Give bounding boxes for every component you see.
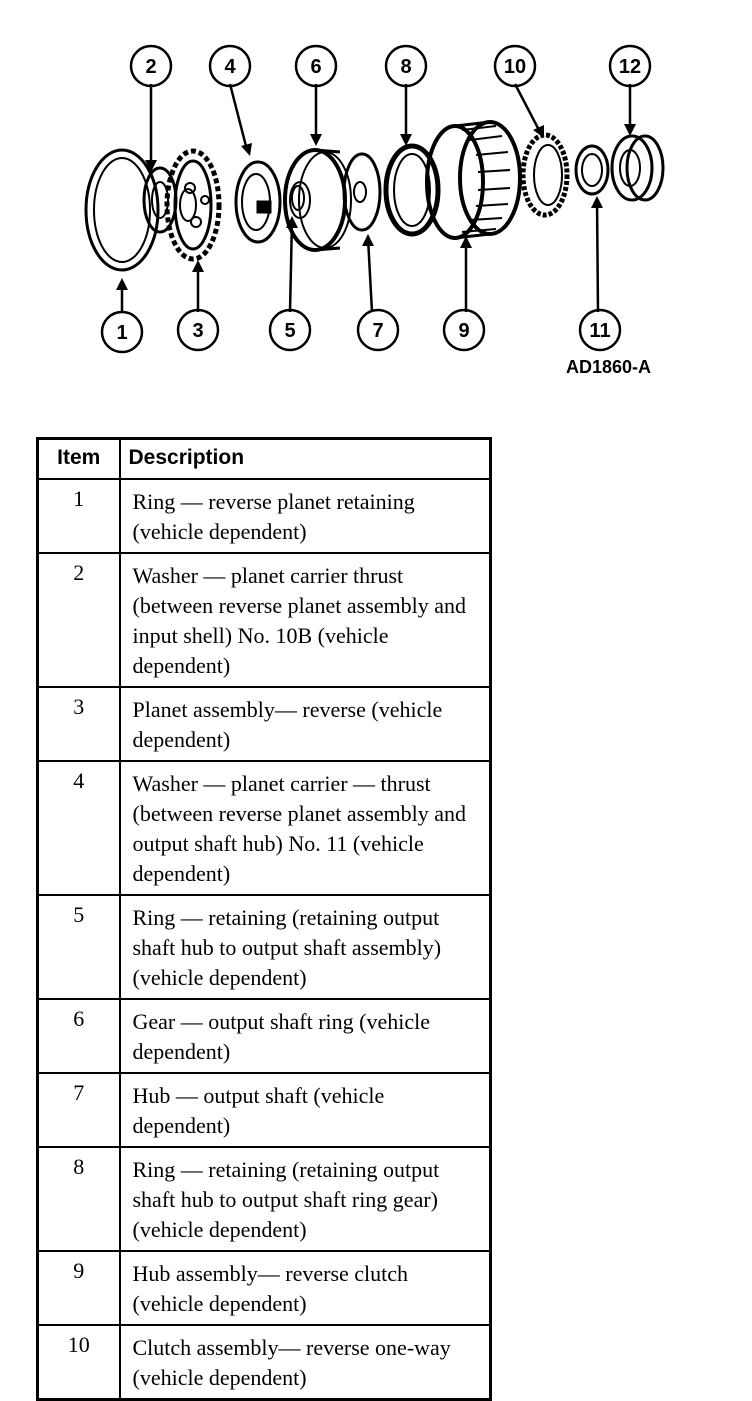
- item-description: Ring — retaining (retaining output shaft hub to output shaft ring gear) (vehicle dependent): [120, 1147, 491, 1251]
- callout-5: 5: [284, 320, 296, 342]
- part-12-bearing: [612, 136, 663, 200]
- item-description: Washer — planet carrier thrust (between reverse planet assembly and input shell) No. 10B (vehicle dependent): [120, 553, 491, 687]
- item-number: 10: [38, 1325, 120, 1400]
- item-number: 1: [38, 479, 120, 553]
- part-4-thrust-washer: [236, 162, 280, 242]
- table-row: [38, 1147, 491, 1251]
- figure-id-label: AD1860-A: [566, 357, 652, 377]
- part-5-retaining-ring: [292, 186, 304, 210]
- callout-4: 4: [224, 56, 236, 78]
- table-row: [38, 1073, 491, 1147]
- part-7-output-shaft-hub: [344, 154, 380, 230]
- header-description: Description: [120, 439, 491, 479]
- item-description: Clutch assembly— reverse one-way (vehicle dependent): [120, 1325, 491, 1400]
- callout-11: 11: [589, 320, 611, 342]
- exploded-view-figure: [0, 0, 752, 400]
- item-number: 5: [38, 895, 120, 999]
- leader-lines: [122, 84, 630, 312]
- parts-table: [36, 437, 492, 1401]
- callout-6: 6: [310, 56, 322, 78]
- item-description: Ring — retaining (retaining output shaft hub to output shaft assembly) (vehicle dependent): [120, 895, 491, 999]
- part-10-one-way-clutch: [523, 135, 567, 215]
- table-row: [38, 761, 491, 895]
- callout-circles: [102, 46, 650, 352]
- callout-3: 3: [192, 320, 204, 342]
- item-description: Ring — reverse planet retaining (vehicle dependent): [120, 479, 491, 553]
- item-description: Planet assembly— reverse (vehicle dependent): [120, 687, 491, 761]
- item-number: 4: [38, 761, 120, 895]
- item-number: 8: [38, 1147, 120, 1251]
- table-row: [38, 1251, 491, 1325]
- part-1-retaining-ring: [86, 150, 158, 270]
- item-number: 2: [38, 553, 120, 687]
- part-9-reverse-clutch-hub: [427, 122, 520, 238]
- parts-table-body: [38, 479, 491, 1400]
- part-6-ring-gear: [285, 150, 351, 250]
- callout-12: 12: [618, 56, 642, 78]
- callout-7: 7: [372, 320, 384, 342]
- callout-8: 8: [400, 56, 412, 78]
- callout-10: 10: [503, 56, 527, 78]
- callout-1: 1: [116, 322, 128, 344]
- item-number: 3: [38, 687, 120, 761]
- item-description: Gear — output shaft ring (vehicle dependent): [120, 999, 491, 1073]
- table-row: [38, 687, 491, 761]
- table-row: [38, 553, 491, 687]
- table-row: [38, 999, 491, 1073]
- table-row: [38, 479, 491, 553]
- table-header-row: [38, 439, 491, 479]
- item-description: Hub assembly— reverse clutch (vehicle dependent): [120, 1251, 491, 1325]
- table-row: [38, 1325, 491, 1400]
- part-11-ring: [576, 146, 608, 194]
- exploded-view-drawing: [0, 0, 752, 400]
- item-description: Washer — planet carrier — thrust (between reverse planet assembly and output shaft hub) No. 11 (vehicle dependent): [120, 761, 491, 895]
- item-number: 7: [38, 1073, 120, 1147]
- item-number: 6: [38, 999, 120, 1073]
- callout-2: 2: [145, 56, 157, 78]
- part-3-planet-assembly: [167, 151, 219, 259]
- header-item: Item: [38, 439, 120, 479]
- table-row: [38, 895, 491, 999]
- item-description: Hub — output shaft (vehicle dependent): [120, 1073, 491, 1147]
- item-number: 9: [38, 1251, 120, 1325]
- callout-9: 9: [458, 320, 470, 342]
